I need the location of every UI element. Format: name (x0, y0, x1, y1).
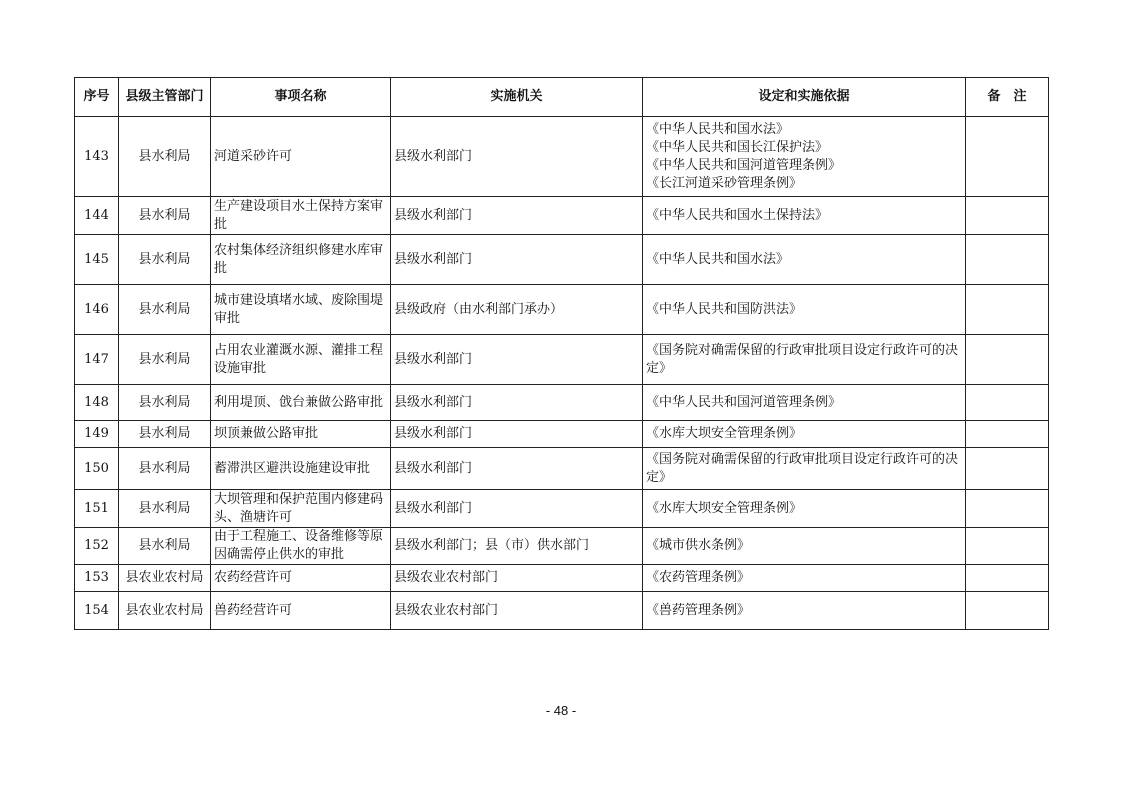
header-agency: 实施机关 (391, 78, 643, 117)
row-serial: 152 (75, 528, 119, 565)
row-department: 县水利局 (119, 197, 211, 235)
row-item-name: 大坝管理和保护范围内修建码头、渔塘许可 (211, 490, 391, 528)
table-row (75, 421, 1049, 448)
row-serial: 149 (75, 421, 119, 448)
basis-citation: 《水库大坝安全管理条例》 (646, 426, 803, 441)
basis-citation: 《长江河道采砂管理条例》 (646, 175, 803, 191)
table-header-row (75, 78, 1049, 117)
row-basis (643, 528, 966, 565)
row-agency: 县级水利部门 (391, 448, 643, 490)
row-basis (643, 197, 966, 235)
table-row (75, 592, 1049, 630)
row-agency: 县级水利部门 (391, 235, 643, 285)
basis-citation: 《中华人民共和国防洪法》 (646, 301, 803, 317)
row-department: 县水利局 (119, 235, 211, 285)
page-number: - 48 - (545, 703, 577, 718)
basis-citation: 《国务院对确需保留的行政审批项目设定行政许可的决定》 (646, 451, 959, 485)
row-department: 县农业农村局 (119, 592, 211, 630)
row-item-name: 城市建设填堵水域、废除围堤审批 (211, 285, 391, 335)
row-department: 县水利局 (119, 421, 211, 448)
basis-citation: 《中华人民共和国河道管理条例》 (646, 157, 842, 173)
row-serial: 146 (75, 285, 119, 335)
row-department: 县水利局 (119, 528, 211, 565)
row-agency: 县级水利部门；县（市）供水部门 (391, 528, 643, 565)
table-body (75, 117, 1049, 630)
row-agency: 县级农业农村部门 (391, 565, 643, 592)
row-department: 县水利局 (119, 490, 211, 528)
permit-table (74, 77, 1049, 630)
row-note (966, 528, 1049, 565)
row-note (966, 197, 1049, 235)
row-note (966, 117, 1049, 197)
row-department: 县水利局 (119, 335, 211, 385)
header-department: 县级主管部门 (119, 78, 211, 117)
row-item-name: 河道采砂许可 (211, 117, 391, 197)
table-row (75, 235, 1049, 285)
row-basis (643, 117, 966, 197)
basis-citation: 《国务院对确需保留的行政审批项目设定行政许可的决定》 (646, 342, 959, 376)
basis-citation: 《中华人民共和国水土保持法》 (646, 207, 829, 223)
row-serial: 145 (75, 235, 119, 285)
row-department: 县水利局 (119, 285, 211, 335)
row-item-name: 农村集体经济组织修建水库审批 (211, 235, 391, 285)
row-note (966, 448, 1049, 490)
row-serial: 154 (75, 592, 119, 630)
row-note (966, 421, 1049, 448)
row-note (966, 335, 1049, 385)
basis-citation: 《中华人民共和国水法》 (646, 121, 790, 137)
row-serial: 150 (75, 448, 119, 490)
row-basis (643, 385, 966, 421)
row-basis (643, 592, 966, 630)
row-basis (643, 285, 966, 335)
table-row (75, 335, 1049, 385)
row-agency: 县级农业农村部门 (391, 592, 643, 630)
row-agency: 县级水利部门 (391, 335, 643, 385)
row-item-name: 坝顶兼做公路审批 (211, 421, 391, 448)
basis-citation: 《农药管理条例》 (646, 570, 751, 585)
row-agency: 县级水利部门 (391, 385, 643, 421)
row-serial: 148 (75, 385, 119, 421)
row-serial: 151 (75, 490, 119, 528)
basis-citation: 《中华人民共和国长江保护法》 (646, 139, 829, 155)
row-item-name: 利用堤顶、戗台兼做公路审批 (211, 385, 391, 421)
row-item-name: 兽药经营许可 (211, 592, 391, 630)
basis-citation: 《兽药管理条例》 (646, 602, 751, 618)
basis-citation: 《城市供水条例》 (646, 538, 751, 553)
row-item-name: 蓄滞洪区避洪设施建设审批 (211, 448, 391, 490)
header-item-name: 事项名称 (211, 78, 391, 117)
row-note (966, 285, 1049, 335)
basis-citation: 《水库大坝安全管理条例》 (646, 500, 803, 516)
row-department: 县农业农村局 (119, 565, 211, 592)
table-row (75, 117, 1049, 197)
row-department: 县水利局 (119, 117, 211, 197)
row-agency: 县级水利部门 (391, 197, 643, 235)
table-row (75, 490, 1049, 528)
row-item-name: 由于工程施工、设备维修等原因确需停止供水的审批 (211, 528, 391, 565)
row-note (966, 385, 1049, 421)
row-note (966, 235, 1049, 285)
header-note: 备 注 (966, 78, 1049, 117)
table-row (75, 448, 1049, 490)
row-serial: 153 (75, 565, 119, 592)
row-note (966, 565, 1049, 592)
row-basis (643, 235, 966, 285)
row-basis (643, 335, 966, 385)
row-item-name: 生产建设项目水土保持方案审批 (211, 197, 391, 235)
row-basis (643, 490, 966, 528)
row-agency: 县级水利部门 (391, 421, 643, 448)
row-item-name: 占用农业灌溉水源、灌排工程设施审批 (211, 335, 391, 385)
table-row (75, 385, 1049, 421)
row-serial: 144 (75, 197, 119, 235)
row-basis (643, 421, 966, 448)
row-item-name: 农药经营许可 (211, 565, 391, 592)
row-agency: 县级水利部门 (391, 117, 643, 197)
row-serial: 147 (75, 335, 119, 385)
basis-citation: 《中华人民共和国水法》 (646, 251, 790, 267)
header-basis: 设定和实施依据 (643, 78, 966, 117)
row-serial: 143 (75, 117, 119, 197)
row-department: 县水利局 (119, 448, 211, 490)
row-basis (643, 565, 966, 592)
row-note (966, 490, 1049, 528)
row-note (966, 592, 1049, 630)
header-serial: 序号 (75, 78, 119, 117)
table-row (75, 528, 1049, 565)
row-agency: 县级水利部门 (391, 490, 643, 528)
table-row (75, 197, 1049, 235)
table-row (75, 285, 1049, 335)
basis-citation: 《中华人民共和国河道管理条例》 (646, 394, 842, 410)
row-department: 县水利局 (119, 385, 211, 421)
row-agency: 县级政府（由水利部门承办） (391, 285, 643, 335)
table-row (75, 565, 1049, 592)
row-basis (643, 448, 966, 490)
